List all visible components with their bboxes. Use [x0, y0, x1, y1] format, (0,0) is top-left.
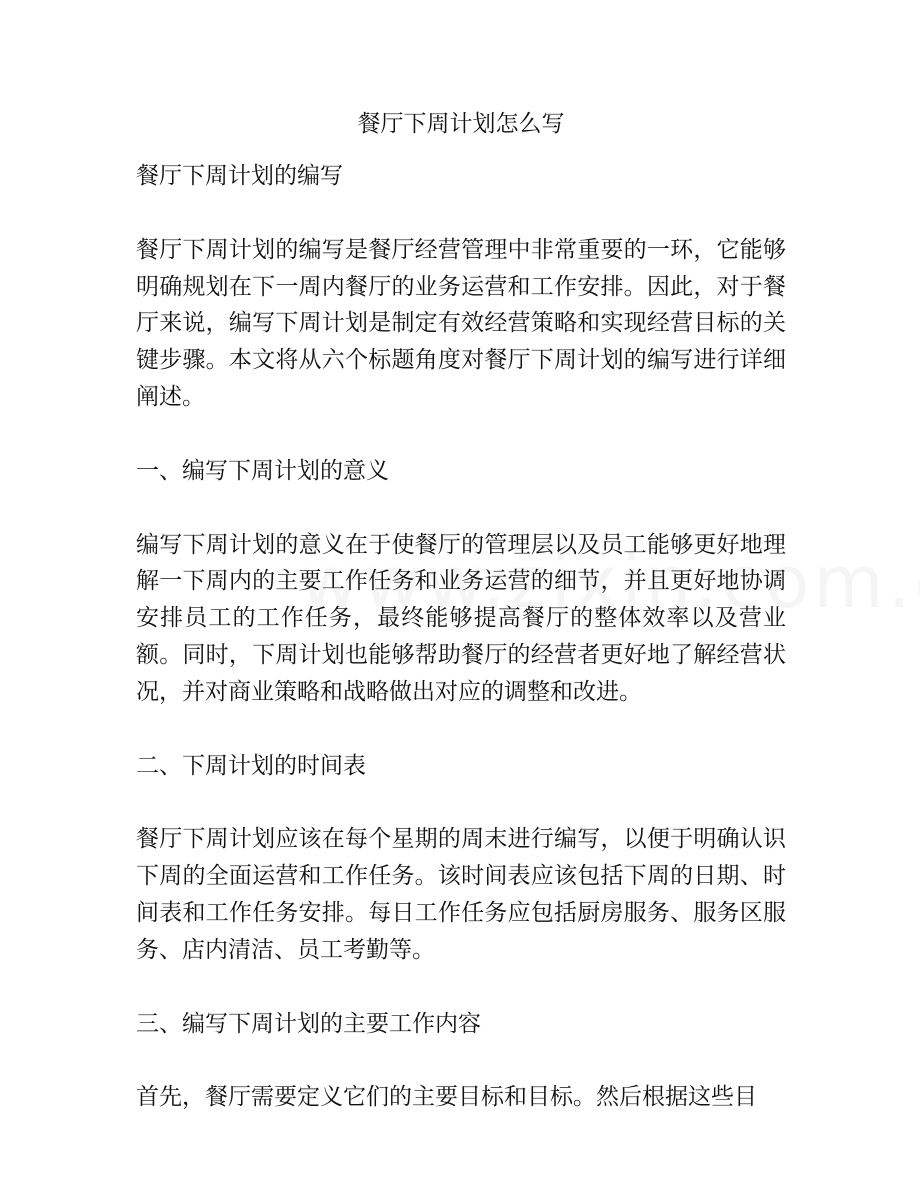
document-body [136, 106, 786, 1116]
section-heading-3: 三、编写下周计划的主要工作内容 [136, 1010, 481, 1037]
section-body-3: 首先，餐厅需要定义它们的主要目标和目标。然后根据这些目 [136, 1084, 757, 1111]
document-subtitle: 餐厅下周计划的编写 [136, 163, 343, 189]
section-heading-1: 一、编写下周计划的意义 [136, 457, 389, 484]
section-body-2: 餐厅下周计划应该在每个星期的周末进行编写，以便于明确认识下周的全面运营和工作任务。该时间表应该包括下周的日期、时间表和工作任务安排。每日工作任务应包括厨房服务、服务区服务、店内清洁、员工考勤等。 [136, 826, 786, 963]
document-title: 餐厅下周计划怎么写 [357, 111, 565, 137]
section-body-1: 编写下周计划的意义在于使餐厅的管理层以及员工能够更好地理解一下周内的主要工作任务和业务运营的细节，并且更好地协调安排员工的工作任务，最终能够提高餐厅的整体效率以及营业额。同时，下周计划也能够帮助餐厅的经营者更好地了解经营状况，并对商业策略和战略做出对应的调整和改进。 [136, 531, 786, 705]
section-heading-2: 二、下周计划的时间表 [136, 752, 366, 779]
intro-paragraph: 餐厅下周计划的编写是餐厅经营管理中非常重要的一环，它能够明确规划在下一周内餐厅的业务运营和工作安排。因此，对于餐厅来说，编写下周计划是制定有效经营策略和实现经营目标的关键步骤。本文将从六个标题角度对餐厅下周计划的编写进行详细阐述。 [136, 236, 786, 410]
